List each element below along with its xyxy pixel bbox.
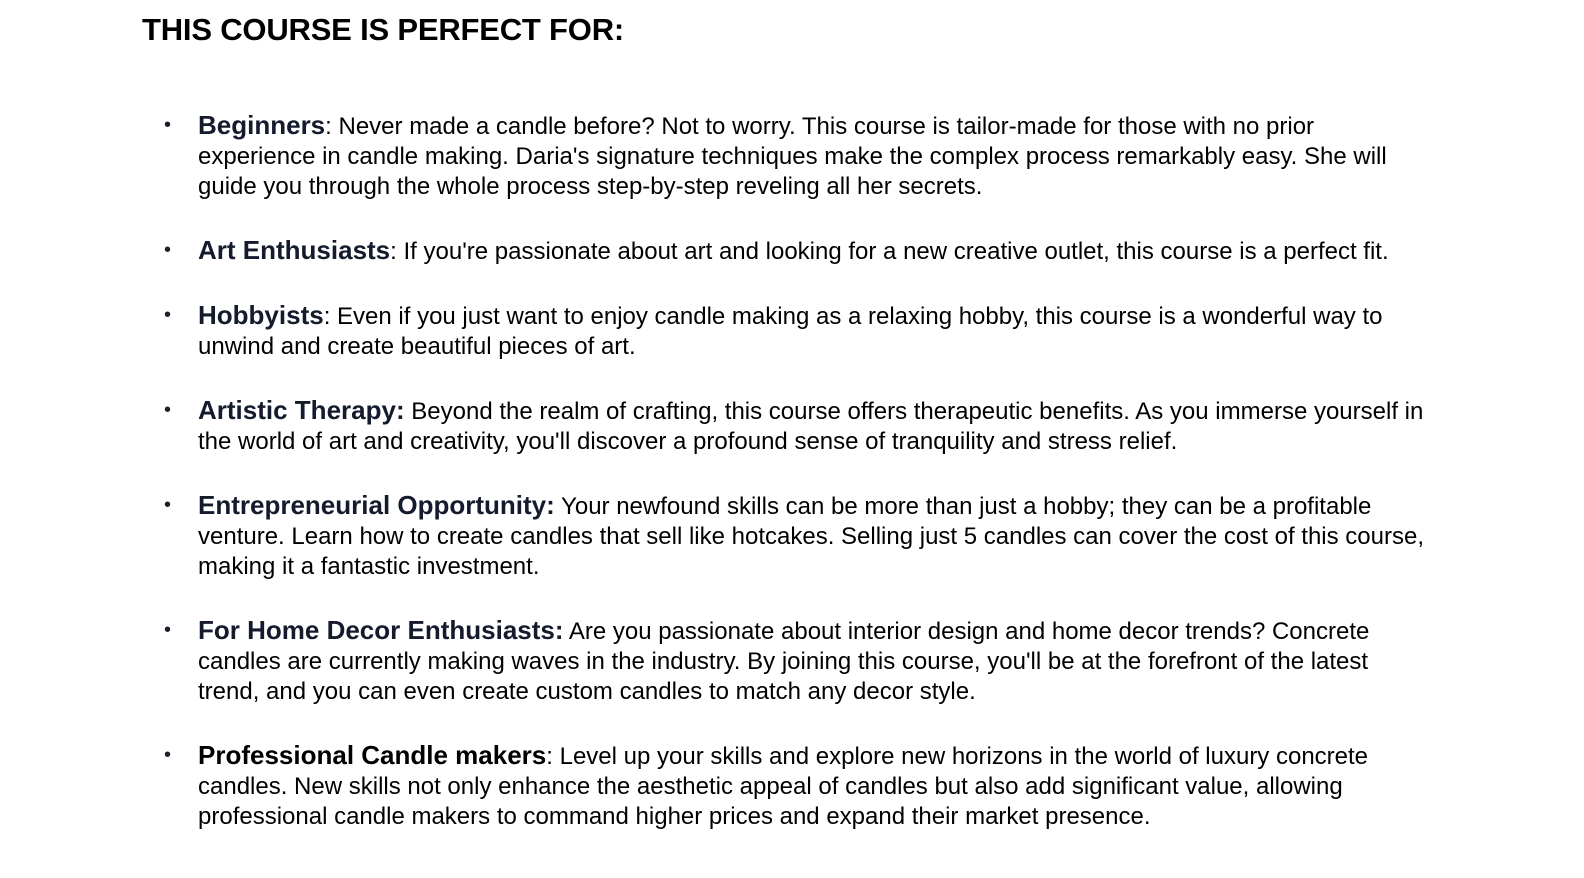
bullet-icon: •: [164, 744, 172, 766]
list-item-art-enthusiasts: [164, 235, 1432, 267]
item-description: Beyond the realm of crafting, this course offers therapeutic benefits. As you immerse yourself in the world of art and creativity, you'll discover a profound sense of tranquility and stress relief.: [198, 398, 1424, 455]
list-item-professional-candle-makers: [164, 740, 1432, 832]
item-term: For Home Decor Enthusiasts:: [198, 615, 564, 645]
item-separator: :: [325, 113, 339, 140]
list-item-beginners: [164, 110, 1432, 202]
item-term: Hobbyists: [198, 300, 324, 330]
item-description: Even if you just want to enjoy candle making as a relaxing hobby, this course is a wonderful way to unwind and create beautiful pieces of art.: [198, 303, 1383, 360]
bullet-icon: •: [164, 304, 172, 326]
item-description: Never made a candle before? Not to worry. This course is tailor-made for those with no prior experience in candle making. Daria's signature techniques make the complex process remarkably easy. She will guide you through the whole process step-by-step reveling all her secrets.: [198, 113, 1387, 200]
section-heading: THIS COURSE IS PERFECT FOR:: [142, 12, 625, 47]
course-audience-section: [142, 10, 1432, 830]
item-separator: :: [323, 303, 338, 330]
item-separator: :: [390, 238, 404, 265]
item-term: Beginners: [198, 110, 326, 140]
item-term: Artistic Therapy:: [198, 395, 405, 425]
list-item-artistic-therapy: [164, 395, 1432, 457]
item-term: Entrepreneurial Opportunity:: [198, 490, 555, 520]
item-separator: :: [546, 743, 560, 770]
bullet-icon: •: [164, 399, 172, 421]
item-description: If you're passionate about art and looking for a new creative outlet, this course is a perfect fit.: [403, 238, 1389, 265]
bullet-icon: •: [164, 239, 172, 261]
bullet-icon: •: [164, 494, 172, 516]
item-description: Level up your skills and explore new horizons in the world of luxury concrete candles. New skills not only enhance the aesthetic appeal of candles but also add significant value, allowing professional candle makers to command higher prices and expand their market presence.: [198, 743, 1369, 830]
item-term: Art Enthusiasts: [198, 235, 391, 265]
item-term: Professional Candle makers: [198, 740, 547, 770]
audience-list: [164, 110, 1432, 865]
list-item-hobbyists: [164, 300, 1432, 362]
list-item-home-decor-enthusiasts: [164, 615, 1432, 707]
bullet-icon: •: [164, 114, 172, 136]
list-item-entrepreneurial-opportunity: [164, 490, 1432, 582]
item-description: Your newfound skills can be more than just a hobby; they can be a profitable venture. Learn how to create candles that sell like hotcakes. Selling just 5 candles can cover the cost of this course, making it a fantastic investment.: [198, 493, 1425, 580]
bullet-icon: •: [164, 619, 172, 641]
item-description: Are you passionate about interior design and home decor trends? Concrete candles are currently making waves in the industry. By joining this course, you'll be at the forefront of the latest trend, and you can even create custom candles to match any decor style.: [198, 618, 1370, 705]
